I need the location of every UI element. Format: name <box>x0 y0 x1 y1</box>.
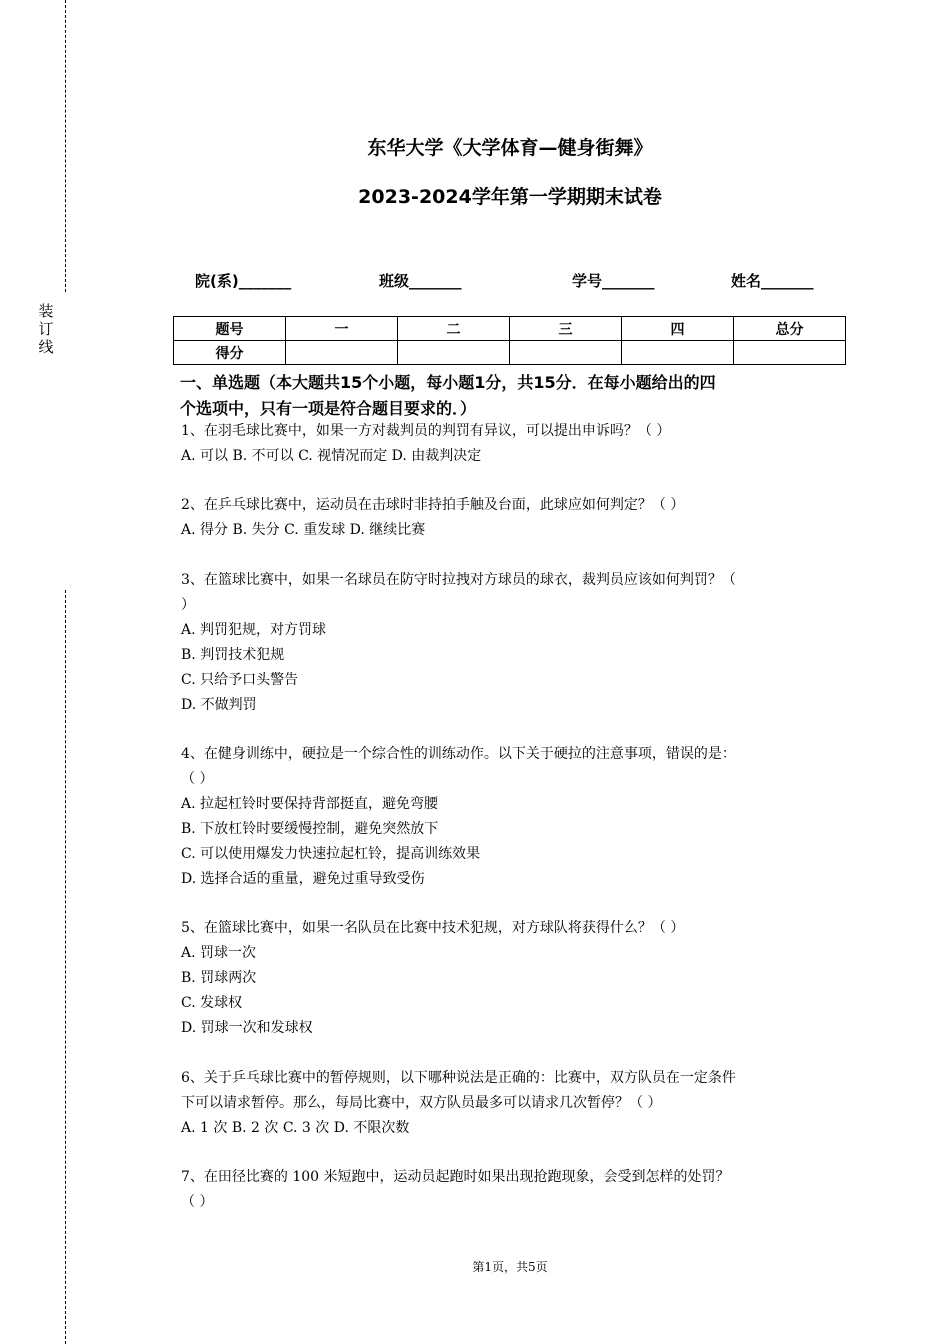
class-field[interactable]: 班级_______ <box>379 272 462 290</box>
score-cell[interactable] <box>622 341 734 365</box>
table-header-cell: 四 <box>622 317 734 341</box>
table-header-cell: 二 <box>398 317 510 341</box>
name-field[interactable]: 姓名_______ <box>731 272 814 290</box>
score-cell[interactable] <box>286 341 398 365</box>
score-table-score-row <box>174 341 846 365</box>
table-header-cell: 总分 <box>734 317 846 341</box>
question-4-option-c: C. 可以使用爆发力快速拉起杠铃，提高训练效果 <box>181 846 481 862</box>
question-4-stem: 4、在健身训练中，硬拉是一个综合性的训练动作。以下关于硬拉的注意事项，错误的是： <box>181 746 736 762</box>
question-6-stem: 6、关于乒乓球比赛中的暂停规则，以下哪种说法是正确的：比赛中，双方队员在一定条件 <box>181 1070 736 1086</box>
student-info-row <box>0 270 950 292</box>
question-7-stem: 7、在田径比赛的 100 米短跑中，运动员起跑时如果出现抢跑现象，会受到怎样的处罚？ <box>181 1169 730 1185</box>
question-3-option-c: C. 只给予口头警告 <box>181 672 299 688</box>
question-7-stem-cont: （ ） <box>181 1194 214 1210</box>
department-field[interactable]: 院(系)_______ <box>195 272 292 290</box>
question-5-option-c: C. 发球权 <box>181 995 243 1011</box>
question-3-option-d: D. 不做判罚 <box>181 697 257 713</box>
question-5-option-b: B. 罚球两次 <box>181 970 257 986</box>
question-3-option-b: B. 判罚技术犯规 <box>181 647 285 663</box>
question-1-stem: 1、在羽毛球比赛中，如果一方对裁判员的判罚有异议，可以提出申诉吗？（ ） <box>181 423 671 439</box>
question-2-options: A. 得分 B. 失分 C. 重发球 D. 继续比赛 <box>181 522 426 538</box>
table-header-cell: 一 <box>286 317 398 341</box>
score-table-header-row <box>174 317 846 341</box>
section-heading <box>180 370 840 422</box>
question-1-options: A. 可以 B. 不可以 C. 视情况而定 D. 由裁判决定 <box>181 448 482 464</box>
student-id-field[interactable]: 学号_______ <box>572 272 655 290</box>
question-2-stem: 2、在乒乓球比赛中，运动员在击球时非持拍手触及台面，此球应如何判定？（ ） <box>181 497 685 513</box>
page-footer: 第1页，共5页 <box>472 1260 548 1274</box>
score-cell[interactable] <box>510 341 622 365</box>
question-6-options: A. 1 次 B. 2 次 C. 3 次 D. 不限次数 <box>181 1120 410 1136</box>
exam-title: 东华大学《大学体育—健身街舞》 <box>367 137 653 159</box>
question-3-stem-cont: ） <box>181 597 195 613</box>
question-5-option-d: D. 罚球一次和发球权 <box>181 1020 313 1036</box>
question-6-stem-cont: 下可以请求暂停。那么，每局比赛中，双方队员最多可以请求几次暂停？（ ） <box>181 1095 662 1111</box>
score-row-label: 得分 <box>174 341 286 365</box>
question-4-option-b: B. 下放杠铃时要缓慢控制，避免突然放下 <box>181 821 439 837</box>
question-4-option-a: A. 拉起杠铃时要保持背部挺直，避免弯腰 <box>181 796 439 812</box>
question-5-option-a: A. 罚球一次 <box>181 945 257 961</box>
question-3-stem: 3、在篮球比赛中，如果一名球员在防守时拉拽对方球员的球衣，裁判员应该如何判罚？（ <box>181 572 736 588</box>
binding-line <box>65 590 66 1344</box>
question-4-option-d: D. 选择合适的重量，避免过重导致受伤 <box>181 871 425 887</box>
question-5-stem: 5、在篮球比赛中，如果一名队员在比赛中技术犯规，对方球队将获得什么？（ ） <box>181 920 685 936</box>
table-header-cell: 题号 <box>174 317 286 341</box>
section-heading-line: 一、单选题（本大题共15个小题，每小题1分，共15分．在每小题给出的四 <box>180 373 716 392</box>
binding-label: 装订线 <box>38 302 54 356</box>
question-3-option-a: A. 判罚犯规，对方罚球 <box>181 622 327 638</box>
question-4-stem-cont: （ ） <box>181 771 214 787</box>
score-cell[interactable] <box>398 341 510 365</box>
section-heading-line: 个选项中，只有一项是符合题目要求的．） <box>180 399 477 418</box>
score-table <box>173 316 846 365</box>
table-header-cell: 三 <box>510 317 622 341</box>
exam-subtitle: 2023-2024学年第一学期期末试卷 <box>358 186 662 208</box>
score-cell[interactable] <box>734 341 846 365</box>
